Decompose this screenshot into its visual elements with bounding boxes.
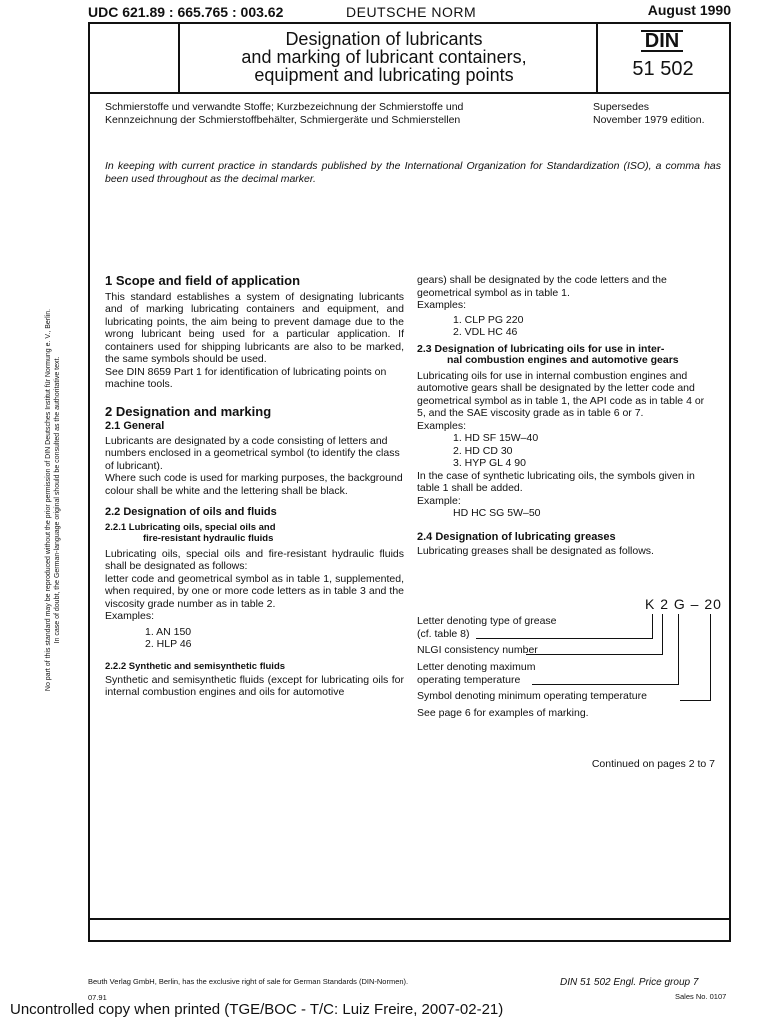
german-title-line-1: Schmierstoffe und verwandte Stoffe; Kurzbezeichnung der Schmierstoffe und <box>105 101 464 113</box>
grease-label-max-temp: Letter denoting maximum <box>417 661 536 673</box>
continued-paragraph: gears) shall be designated by the code letters and the geometrical symbol as in table 1. <box>417 274 667 299</box>
section-2-heading: 2 Designation and marking <box>105 403 272 419</box>
see-page-note: See page 6 for examples of marking. <box>417 707 589 719</box>
supersedes-line-2: November 1979 edition. <box>593 114 705 126</box>
example-item: 1. AN 150 <box>145 625 192 638</box>
example-item: 2. VDL HC 46 <box>453 326 518 338</box>
example-item: HD HC SG 5W–50 <box>453 507 541 519</box>
title-divider-right <box>596 24 598 94</box>
section-2-1-heading: 2.1 General <box>105 420 165 432</box>
title-line-3: equipment and lubricating points <box>254 65 514 85</box>
examples-label: Examples: <box>417 419 467 432</box>
leader-line <box>532 684 678 685</box>
section-2-3-paragraph-2: In the case of synthetic lubricating oils, the symbols given in table 1 shall be added. <box>417 469 695 494</box>
grease-label-min-temp: Symbol denoting minimum operating temperature <box>417 690 647 702</box>
section-1-paragraph-2: See DIN 8659 Part 1 for identification of lubricating points on machine tools. <box>105 365 387 390</box>
section-2-2-1-heading-line-1: 2.2.1 Lubricating oils, special oils and <box>105 521 276 533</box>
german-title-line-2: Kennzeichnung der Schmierstoffbehälter, Schmiergeräte und Schmierstellen <box>105 114 461 126</box>
iso-note: In keeping with current practice in standards published by the International Organization for Standardization (ISO), a comma has been used throughout as the decimal marker. <box>105 160 721 185</box>
section-2-2-2-paragraph-1: Synthetic and semisynthetic fluids (except for lubricating oils for internal combustion engines and oils for automotive <box>105 673 404 698</box>
example-item: 1. CLP PG 220 <box>453 313 524 326</box>
section-2-2-1-paragraph-1: Lubricating oils, special oils and fire-resistant hydraulic fluids shall be designated as follows: <box>105 547 404 572</box>
leader-line <box>680 700 710 701</box>
example-item: 1. HD SF 15W–40 <box>453 432 539 444</box>
section-2-4-heading: 2.4 Designation of lubricating greases <box>417 530 616 543</box>
publisher-note: Beuth Verlag GmbH, Berlin, has the exclusive right of sale for German Standards (DIN-Normen). <box>88 977 409 986</box>
example-item: 3. HYP GL 4 90 <box>453 457 526 469</box>
side-note-line-2: In case of doubt, the German-language original should be consulted as the authoritative text. <box>54 356 61 644</box>
section-1-paragraph-1: This standard establishes a system of designating lubricants and of marking lubricating containers and equipment, and lubricating points, the aim being to prevent damage due to the wrong lubricant being used for a particular application. If containers used for shipping lubricants are also to be marked, the same symbols should be used. <box>105 290 404 365</box>
supersedes-note <box>593 101 723 127</box>
supersedes-line-1: Supersedes <box>593 101 650 113</box>
header-bar <box>88 2 731 22</box>
section-2-3-heading-line-2: nal combustion engines and automotive gears <box>447 353 679 366</box>
right-column <box>417 274 715 558</box>
grease-label-nlgi: NLGI consistency number <box>417 644 538 656</box>
section-2-4-paragraph-1: Lubricating greases shall be designated as follows. <box>417 545 654 557</box>
standard-footer-id: DIN 51 502 Engl. Price group 7 <box>560 977 699 988</box>
print-code: 07.91 <box>88 993 107 1002</box>
examples-label: Examples: <box>417 299 467 311</box>
norm-label: DEUTSCHE NORM <box>346 4 477 20</box>
section-2-2-1-heading-line-2: fire-resistant hydraulic fluids <box>143 532 274 544</box>
section-2-2-1-paragraph-2: letter code and geometrical symbol as in table 1, supplemented, when required, by one or more code letters as in table 3 and the viscosity grade number as in table 2. <box>105 572 404 610</box>
copyright-side-note <box>44 260 76 740</box>
example-item: 2. HD CD 30 <box>453 444 513 457</box>
leader-line <box>678 614 679 685</box>
grease-label-max-temp-2: operating temperature <box>417 674 521 686</box>
sales-number: Sales No. 0107 <box>675 992 727 1001</box>
udc-code: UDC 621.89 : 665.765 : 003.62 <box>88 4 284 20</box>
title-line-1: Designation of lubricants <box>285 29 483 49</box>
grease-code: K 2 G – 20 <box>645 596 722 612</box>
example-item: 2. HLP 46 <box>145 638 192 650</box>
document-title <box>178 30 590 84</box>
examples-label: Examples: <box>105 610 155 622</box>
footer-divider <box>90 918 729 920</box>
example-label: Example: <box>417 494 461 507</box>
din-logo: DIN <box>641 30 683 52</box>
leader-line <box>476 638 652 639</box>
section-2-2-heading: 2.2 Designation of oils and fluids <box>105 506 277 518</box>
left-column <box>105 275 404 699</box>
leader-line <box>526 654 662 655</box>
title-line-2: and marking of lubricant containers, <box>241 47 527 67</box>
grease-label-type: Letter denoting type of grease <box>417 615 557 627</box>
section-1-heading: 1 Scope and field of application <box>105 273 301 288</box>
german-title <box>105 101 575 127</box>
issue-date: August 1990 <box>647 2 731 18</box>
continued-note: Continued on pages 2 to 7 <box>591 758 715 770</box>
section-2-1-paragraph-1: Lubricants are designated by a code consisting of letters and numbers enclosed in a geometrical symbol (to identify the class of lubricant). <box>105 434 400 472</box>
leader-line <box>710 614 711 701</box>
section-2-2-2-heading: 2.2.2 Synthetic and semisynthetic fluids <box>105 660 286 672</box>
uncontrolled-copy-note: Uncontrolled copy when printed (TGE/BOC - T/C: Luiz Freire, 2007-02-21) <box>10 1001 504 1018</box>
din-number: 51 502 <box>632 58 694 80</box>
section-2-3-paragraph-1: Lubricating oils for use in internal combustion engines and automotive gears shall be designated by the letter code and geometrical symbol as in table 1, the API code as in table 4 or 5, and the SAE viscosity grade as in table 6 or 7. <box>417 369 705 419</box>
title-divider-bottom <box>90 92 729 94</box>
side-note-line-1: No part of this standard may be reproduced without the prior permission of DIN Deutsches Institut für Normung e. V., Berlin. <box>45 308 52 692</box>
leader-line <box>662 614 663 655</box>
grease-label-type-ref: (cf. table 8) <box>417 628 470 640</box>
section-2-1-paragraph-2: Where such code is used for marking purposes, the background colour shall be white and the lettering shall be black. <box>105 472 403 497</box>
section-2-3-heading-line-1: 2.3 Designation of lubricating oils for use in inter- <box>417 342 665 355</box>
leader-line <box>652 614 653 639</box>
